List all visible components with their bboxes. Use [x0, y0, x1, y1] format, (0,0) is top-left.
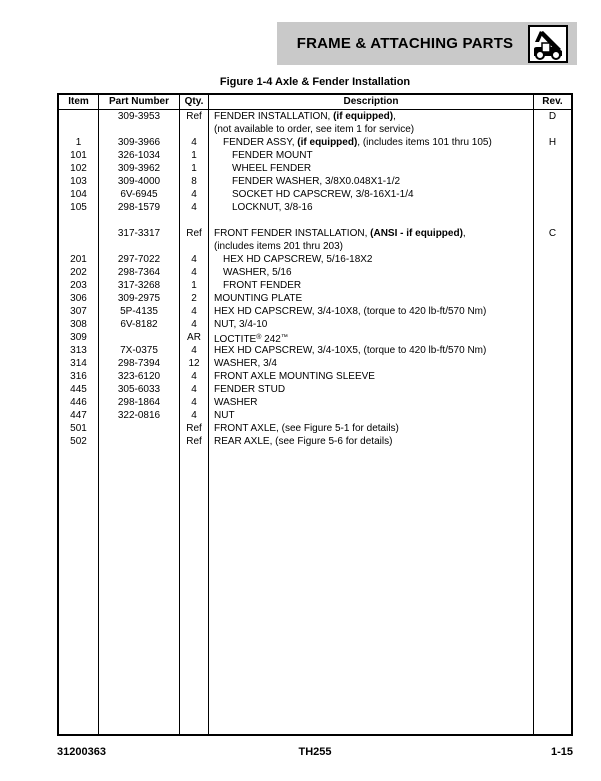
description-cell: FENDER WASHER, 3/8X0.048X1-1/2: [209, 175, 534, 188]
rev-cell: [534, 162, 571, 175]
table-row: [59, 331, 571, 344]
rev-cell: [534, 331, 571, 344]
part-cell: 309-3962: [99, 162, 180, 175]
part-cell: [99, 448, 180, 734]
item-cell: 101: [59, 149, 99, 162]
item-cell: 445: [59, 383, 99, 396]
description-cell: FRONT FENDER: [209, 279, 534, 292]
table-row: [59, 253, 571, 266]
rev-cell: H: [548, 137, 557, 148]
table-row: [59, 201, 571, 214]
table-filler-row: [59, 448, 571, 734]
part-cell: 317-3268: [99, 279, 180, 292]
table-row: [59, 409, 571, 422]
header-bar: [277, 22, 577, 65]
qty-cell: 1: [180, 162, 209, 175]
description-cell: NUT: [209, 409, 534, 422]
rev-cell: D: [548, 111, 557, 122]
qty-cell: [180, 448, 209, 734]
column-header-item: Item: [59, 95, 99, 109]
part-cell: 309-2975: [99, 292, 180, 305]
qty-cell: Ref: [180, 435, 209, 448]
description-cell: [209, 448, 534, 734]
qty-cell: 4: [180, 344, 209, 357]
description-cell: [209, 214, 534, 227]
qty-cell: 12: [180, 357, 209, 370]
part-cell: 317-3317: [99, 227, 180, 253]
rev-cell: [534, 279, 571, 292]
rev-cell: [534, 396, 571, 409]
qty-cell: 4: [180, 188, 209, 201]
qty-cell: AR: [180, 331, 209, 344]
table-row: [59, 422, 571, 435]
description-cell: LOCKNUT, 3/8-16: [209, 201, 534, 214]
item-cell: 102: [59, 162, 99, 175]
qty-cell: Ref: [180, 110, 209, 136]
qty-cell: 4: [180, 201, 209, 214]
item-cell: 307: [59, 305, 99, 318]
item-cell: 306: [59, 292, 99, 305]
part-cell: 298-1864: [99, 396, 180, 409]
description-cell: FENDER ASSY, (if equipped), (includes items 101 thru 105): [209, 136, 534, 149]
page-footer: [57, 746, 573, 759]
rev-cell: [534, 292, 571, 305]
description-cell: HEX HD CAPSCREW, 3/4-10X5, (torque to 420 lb-ft/570 Nm): [209, 344, 534, 357]
rev-cell: [534, 188, 571, 201]
qty-cell: 4: [180, 305, 209, 318]
qty-cell: Ref: [180, 227, 209, 253]
qty-cell: Ref: [180, 422, 209, 435]
item-cell: 308: [59, 318, 99, 331]
rev-cell: [534, 305, 571, 318]
table-row: [59, 110, 571, 136]
table-row: [59, 162, 571, 175]
item-cell: 203: [59, 279, 99, 292]
item-cell: [59, 214, 99, 227]
table-row: [59, 305, 571, 318]
part-cell: 298-7394: [99, 357, 180, 370]
rev-cell: [534, 201, 571, 214]
table-row: [59, 175, 571, 188]
item-cell: 202: [59, 266, 99, 279]
table-row: [59, 357, 571, 370]
rev-cell: C: [548, 228, 557, 239]
machine-icon-box: [528, 25, 568, 63]
qty-cell: 4: [180, 383, 209, 396]
part-cell: 309-3953: [99, 110, 180, 136]
part-cell: 6V-6945: [99, 188, 180, 201]
table-row: [59, 279, 571, 292]
part-cell: 7X-0375: [99, 344, 180, 357]
description-cell: NUT, 3/4-10: [209, 318, 534, 331]
part-cell: [99, 331, 180, 344]
rev-cell: [534, 422, 571, 435]
item-cell: 105: [59, 201, 99, 214]
rev-cell: [534, 214, 571, 227]
item-cell: 316: [59, 370, 99, 383]
table-row: [59, 227, 571, 253]
figure-title: Figure 1-4 Axle & Fender Installation: [219, 76, 411, 88]
qty-cell: 4: [180, 318, 209, 331]
part-cell: 297-7022: [99, 253, 180, 266]
part-cell: 305-6033: [99, 383, 180, 396]
rev-cell: [534, 370, 571, 383]
rev-cell: [534, 344, 571, 357]
qty-cell: 8: [180, 175, 209, 188]
qty-cell: 1: [180, 279, 209, 292]
footer-model: TH255: [298, 746, 332, 758]
table-row: [59, 383, 571, 396]
description-cell: SOCKET HD CAPSCREW, 3/8-16X1-1/4: [209, 188, 534, 201]
table-row: [59, 435, 571, 448]
rev-cell: [534, 435, 571, 448]
qty-cell: 4: [180, 253, 209, 266]
table-header-row: [59, 95, 571, 110]
footer-page-number: 1-15: [550, 746, 573, 758]
item-cell: 201: [59, 253, 99, 266]
description-cell: MOUNTING PLATE: [209, 292, 534, 305]
description-cell: HEX HD CAPSCREW, 3/4-10X8, (torque to 420 lb-ft/570 Nm): [209, 305, 534, 318]
description-cell: FENDER INSTALLATION, (if equipped), (not available to order, see item 1 for service): [209, 110, 534, 136]
item-cell: 309: [59, 331, 99, 344]
table-row: [59, 344, 571, 357]
table-row: [59, 149, 571, 162]
description-cell: FRONT AXLE, (see Figure 5-1 for details): [209, 422, 534, 435]
part-cell: 326-1034: [99, 149, 180, 162]
rev-cell: [534, 448, 571, 734]
table-row: [59, 136, 571, 149]
rev-cell: [534, 149, 571, 162]
qty-cell: 4: [180, 396, 209, 409]
description-cell: FENDER STUD: [209, 383, 534, 396]
qty-cell: 4: [180, 370, 209, 383]
qty-cell: 1: [180, 149, 209, 162]
qty-cell: 4: [180, 136, 209, 149]
part-cell: [99, 422, 180, 435]
description-cell: WASHER, 3/4: [209, 357, 534, 370]
table-blank-row: [59, 214, 571, 227]
parts-table: [57, 93, 573, 736]
item-cell: 104: [59, 188, 99, 201]
rev-cell: [534, 266, 571, 279]
table-row: [59, 396, 571, 409]
part-cell: 322-0816: [99, 409, 180, 422]
part-cell: [99, 435, 180, 448]
footer-doc-number: 31200363: [57, 746, 106, 758]
item-cell: 447: [59, 409, 99, 422]
description-cell: FRONT FENDER INSTALLATION, (ANSI - if equipped), (includes items 201 thru 203): [209, 227, 534, 253]
rev-cell: [534, 318, 571, 331]
rev-cell: [534, 357, 571, 370]
item-cell: 446: [59, 396, 99, 409]
description-cell: REAR AXLE, (see Figure 5-6 for details): [209, 435, 534, 448]
rev-cell: [534, 253, 571, 266]
description-cell: WHEEL FENDER: [209, 162, 534, 175]
rev-cell: [534, 175, 571, 188]
column-header-part-number: Part Number: [99, 95, 180, 109]
table-row: [59, 292, 571, 305]
item-cell: 501: [59, 422, 99, 435]
description-cell: HEX HD CAPSCREW, 5/16-18X2: [209, 253, 534, 266]
table-row: [59, 188, 571, 201]
part-cell: 309-4000: [99, 175, 180, 188]
item-cell: [59, 448, 99, 734]
section-title: FRAME & ATTACHING PARTS: [296, 35, 514, 52]
qty-cell: 4: [180, 409, 209, 422]
telehandler-icon: [530, 27, 566, 61]
part-cell: 323-6120: [99, 370, 180, 383]
table-row: [59, 266, 571, 279]
description-cell: FENDER MOUNT: [209, 149, 534, 162]
item-cell: 313: [59, 344, 99, 357]
part-cell: [99, 214, 180, 227]
item-cell: 314: [59, 357, 99, 370]
item-cell: 502: [59, 435, 99, 448]
part-cell: 5P-4135: [99, 305, 180, 318]
qty-cell: 2: [180, 292, 209, 305]
qty-cell: [180, 214, 209, 227]
item-cell: 103: [59, 175, 99, 188]
description-cell: FRONT AXLE MOUNTING SLEEVE: [209, 370, 534, 383]
part-cell: 298-7364: [99, 266, 180, 279]
item-cell: 1: [59, 136, 99, 149]
column-header-rev: Rev.: [542, 96, 563, 107]
part-cell: 309-3966: [99, 136, 180, 149]
column-header-description: Description: [209, 95, 534, 109]
table-row: [59, 318, 571, 331]
item-cell: [59, 110, 99, 136]
rev-cell: [534, 383, 571, 396]
part-cell: 298-1579: [99, 201, 180, 214]
table-row: [59, 370, 571, 383]
table-body: [59, 110, 571, 448]
description-cell: LOCTITE® 242™: [209, 331, 534, 344]
description-cell: WASHER, 5/16: [209, 266, 534, 279]
column-header-qty: Qty.: [180, 95, 209, 109]
rev-cell: [534, 409, 571, 422]
description-cell: WASHER: [209, 396, 534, 409]
part-cell: 6V-8182: [99, 318, 180, 331]
qty-cell: 4: [180, 266, 209, 279]
item-cell: [59, 227, 99, 253]
